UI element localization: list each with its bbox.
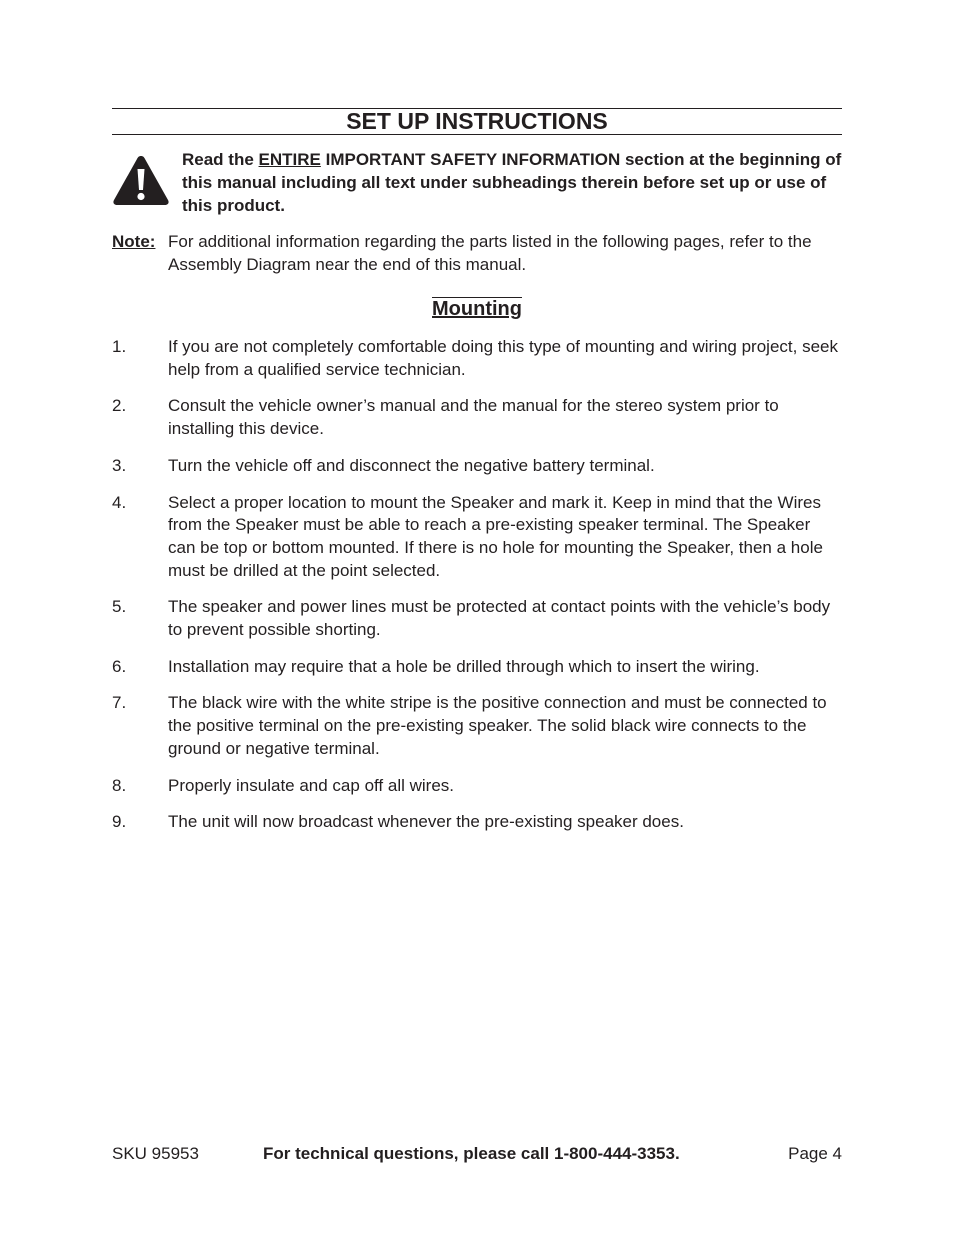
list-item bbox=[112, 656, 842, 679]
warning-text-part: IMPORTANT SAFETY INFORMATION section at the beginning of this manual including all text under subheadings therein before set up or use of this product. bbox=[182, 150, 842, 215]
step-text: The unit will now broadcast whenever the pre-existing speaker does. bbox=[168, 812, 684, 832]
list-item bbox=[112, 492, 842, 583]
step-text: Select a proper location to mount the Speaker and mark it. Keep in mind that the Wires from the Speaker must be able to reach a pre-existing speaker terminal. The Speaker can be top or bottom mounted. If there is no hole for mounting the Speaker, then a hole must be drilled at the point selected. bbox=[168, 492, 823, 580]
note-text: For additional information regarding the parts listed in the following pages, refer to the Assembly Diagram near the end of this manual. bbox=[168, 232, 812, 274]
mounting-heading bbox=[112, 297, 842, 321]
warning-text bbox=[182, 148, 842, 217]
tech-support-line: For technical questions, please call 1-800-444-3353. bbox=[263, 1144, 680, 1163]
mounting-steps bbox=[112, 336, 842, 848]
manual-page bbox=[112, 0, 842, 1235]
step-text: Turn the vehicle off and disconnect the negative battery terminal. bbox=[168, 455, 655, 475]
step-text: If you are not completely comfortable doing this type of mounting and wiring project, seek help from a qualified service technician. bbox=[168, 337, 838, 379]
page-number: Page 4 bbox=[788, 1144, 842, 1163]
warning-emphasis: ENTIRE bbox=[258, 150, 321, 169]
step-number: 3. bbox=[112, 455, 127, 475]
list-item bbox=[112, 811, 842, 834]
step-number: 8. bbox=[112, 775, 127, 795]
step-text: The speaker and power lines must be protected at contact points with the vehicle’s body to prevent possible shorting. bbox=[168, 597, 831, 640]
page-title: SET UP INSTRUCTIONS bbox=[346, 108, 608, 134]
list-item bbox=[112, 395, 842, 440]
step-number: 5. bbox=[112, 597, 127, 617]
step-number: 7. bbox=[112, 693, 127, 713]
mounting-heading-label: Mounting bbox=[432, 298, 522, 320]
step-number: 6. bbox=[112, 656, 127, 676]
step-number: 4. bbox=[112, 492, 127, 512]
warning-triangle-icon bbox=[112, 154, 170, 206]
list-item bbox=[112, 336, 842, 381]
warning-text-part: Read the bbox=[182, 150, 259, 169]
step-text: The black wire with the white stripe is the positive connection and must be connected to the positive terminal on the pre-existing speaker. The solid black wire connects to the ground or negative terminal. bbox=[168, 693, 827, 758]
step-number: 9. bbox=[112, 812, 127, 832]
note-label: Note: bbox=[112, 232, 156, 251]
step-number: 1. bbox=[112, 337, 127, 356]
list-item bbox=[112, 692, 842, 760]
sku-label: SKU 95953 bbox=[112, 1144, 199, 1163]
list-item bbox=[112, 775, 842, 798]
title-bar bbox=[112, 108, 842, 135]
list-item bbox=[112, 596, 842, 641]
list-item bbox=[112, 455, 842, 478]
step-text: Consult the vehicle owner’s manual and the manual for the stereo system prior to installing this device. bbox=[168, 396, 779, 439]
step-number: 2. bbox=[112, 396, 127, 416]
step-text: Installation may require that a hole be drilled through which to insert the wiring. bbox=[168, 656, 760, 676]
step-text: Properly insulate and cap off all wires. bbox=[168, 775, 455, 795]
